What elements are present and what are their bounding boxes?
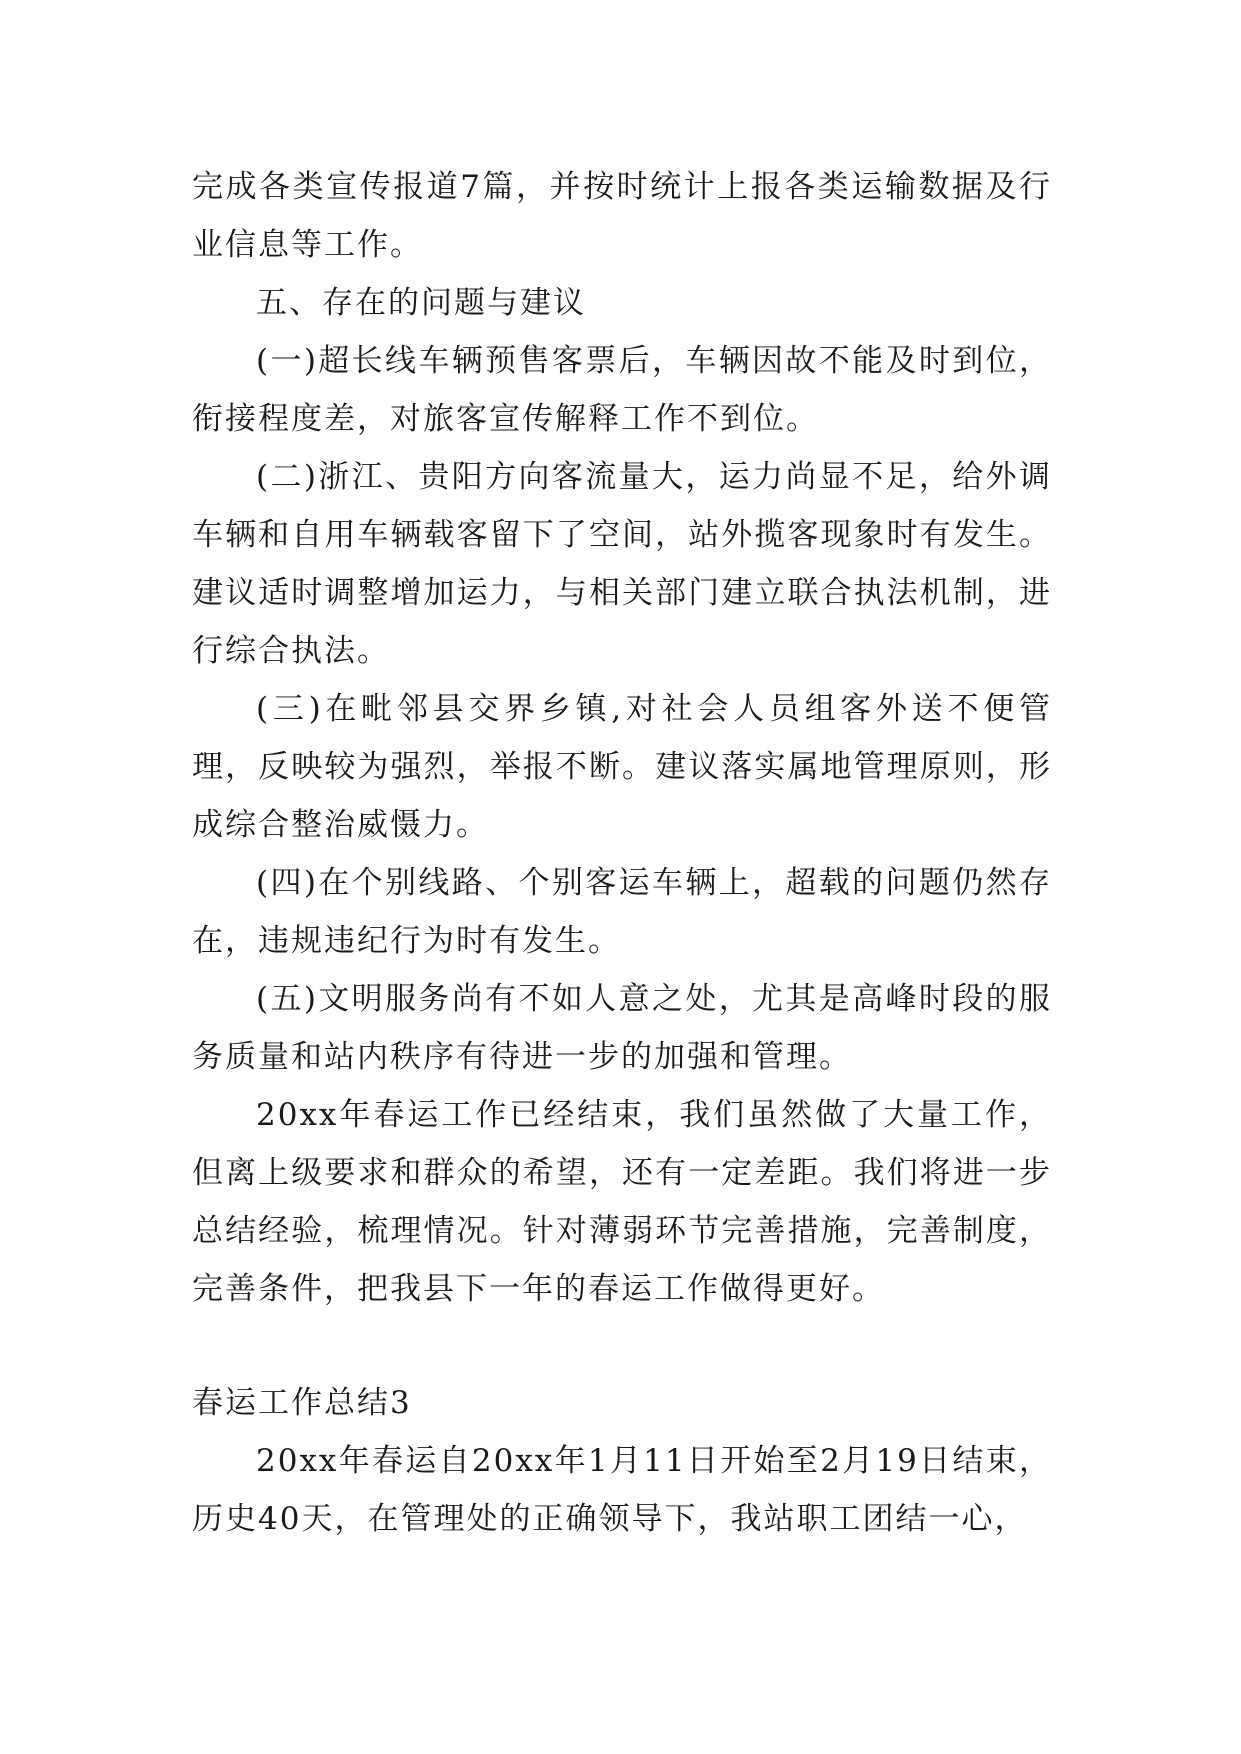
- paragraph-issue-2: (二)浙江、贵阳方向客流量大，运力尚显不足，给外调车辆和自用车辆载客留下了空间，站外揽客现象时有发生。建议适时调整增加运力，与相关部门建立联合执法机制，进行综合执法。: [192, 459, 1052, 669]
- paragraph-issue-4: (四)在个别线路、个别客运车辆上，超载的问题仍然存在，违规违纪行为时有发生。: [192, 865, 1052, 959]
- heading-problems-suggestions: 五、存在的问题与建议: [256, 285, 586, 321]
- paragraph-section-intro: 20xx年春运自20xx年1月11日开始至2月19日结束，历史40天，在管理处的正确领导下，我站职工团结一心，: [192, 1443, 1052, 1537]
- paragraph-publicity: 完成各类宣传报道7篇，并按时统计上报各类运输数据及行业信息等工作。: [192, 169, 1052, 263]
- paragraph-conclusion: 20xx年春运工作已经结束，我们虽然做了大量工作，但离上级要求和群众的希望，还有一定差距。我们将进一步总结经验，梳理情况。针对薄弱环节完善措施，完善制度，完善条件，把我县下一年的春运工作做得更好。: [192, 1097, 1052, 1307]
- paragraph-issue-1: (一)超长线车辆预售客票后，车辆因故不能及时到位，衔接程度差，对旅客宣传解释工作不到位。: [192, 343, 1052, 437]
- paragraph-issue-5: (五)文明服务尚有不如人意之处，尤其是高峰时段的服务质量和站内秩序有待进一步的加强和管理。: [192, 981, 1052, 1075]
- document-body: [192, 158, 1052, 1548]
- section-title: 春运工作总结3: [192, 1385, 412, 1421]
- paragraph-issue-3: (三)在毗邻县交界乡镇,对社会人员组客外送不便管理，反映较为强烈，举报不断。建议落实属地管理原则，形成综合整治威慑力。: [192, 691, 1052, 843]
